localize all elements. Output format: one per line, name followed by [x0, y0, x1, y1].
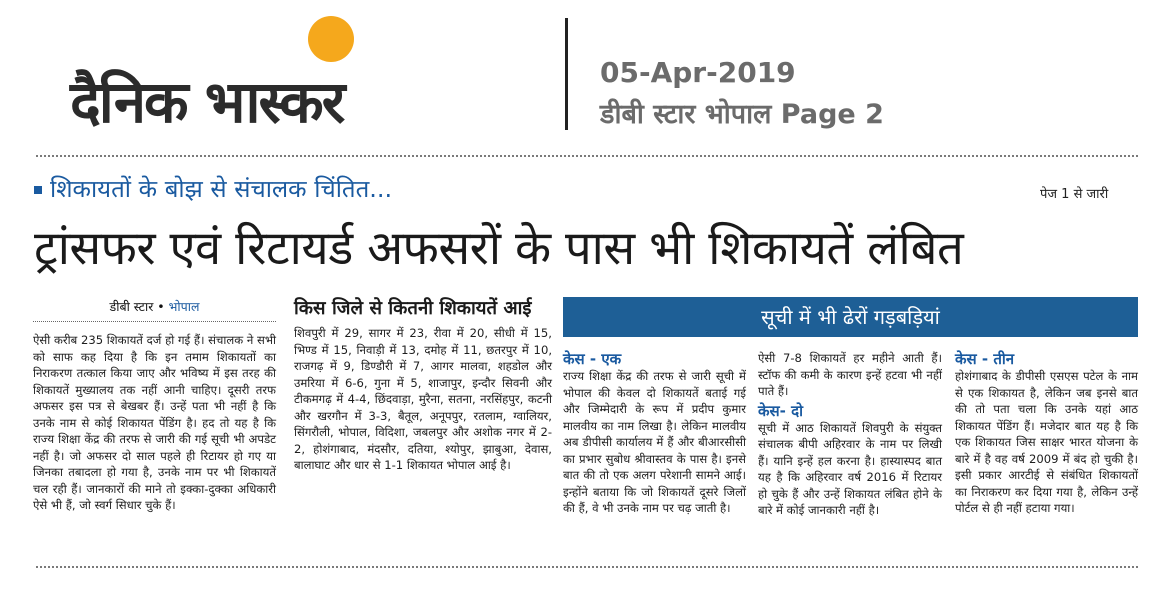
case-three-text: होशंगाबाद के डीपीसी एसएस पटेल के नाम से एक शिकायत है, लेकिन जब इनसे बात की तो पता चला कि उनके यहां आठ शिकायत पेंडिंग हैं। मजेदार बात यह है कि एक शिकायत जिस साक्षर भारत योजना के बारे में है वह वर्ष 2009 में बंद हो चुकी है। इसी प्रकार आरटीई से संबंधित शिकायतों का निराकरण कर दिया गया है, लेकिन उन्हें पोर्टल से ही नहीं हटाया गया।	[955, 369, 1138, 515]
continued-note: पेज 1 से जारी	[1040, 187, 1109, 202]
column-district-list	[294, 296, 552, 474]
bottom-dotted-divider	[36, 566, 1138, 568]
kicker-text: शिकायतों के बोझ से संचालक चिंतित...	[50, 175, 393, 203]
sun-emblem-icon	[308, 16, 354, 62]
case-three-title: केस - तीन	[955, 350, 1015, 368]
case-one-continued-text: ऐसी 7-8 शिकायतें हर महीने आती हैं। स्टॉफ की कमी के कारण इन्हें हटवा भी नहीं पाते हैं।	[758, 351, 942, 398]
district-body-text: शिवपुरी में 29, सागर में 23, रीवा में 20, सीधी में 15, भिण्ड में 15, निवाड़ी में 13, दमोह में 11, छतरपुर में 10, राजगढ़ में 9, डिण्डौरी में 7, आगर मालवा, शहडोल और उमरिया में 6-6, गुना में 5, शाजापुर, इन्दौर सिवनी और टीकमगढ़ में 4-4, छिंदवाड़ा, मुरैना, सतना, नरसिंहपुर, कटनी और खरगौन में 3-3, बैतूल, अनूपपुर, रतलाम, ग्वालियर, सिंगरौली, भोपाल, विदिशा, जबलपुर और अशोक नगर में 2-2, होशंगाबाद, मंदसौर, दतिया, श्योपुर, झाबुआ, देवास, बालाघाट और धार से 1-1 शिकायत भोपाल आई है।	[294, 326, 552, 472]
case-two-text: सूची में आठ शिकायतें शिवपुरी के संयुक्त संचालक बीपी अहिरवार के नाम पर लिखी हैं। यानि इन्हें हल करना है। हास्यास्पद बात यह है कि अहिरवार वर्ष 2016 में रिटायर हो चुके हैं और उन्हें शिकायत लंबित होने के बारे में कोई जानकारी नहीं है।	[758, 420, 942, 517]
publication-date: 05-Apr-2019	[600, 56, 796, 89]
byline-source: डीबी स्टार	[109, 299, 154, 314]
byline-location: भोपाल	[168, 299, 200, 314]
column-case-one	[563, 350, 746, 517]
main-body-text: ऐसी करीब 235 शिकायतें दर्ज हो गई हैं। संचालक ने सभी को साफ कह दिया है कि इन तमाम शिकायतों का निराकरण तत्काल किया जाए और भविष्य में इस तरह की शिकायतें मुख्यालय तक नहीं आनी चाहिए। दूसरी तरफ अफसर इस पत्र से बेखबर हैं। उन्हें पता भी नहीं है कि उनके नाम से कोई शिकायत पेंडिंग है। हद तो यह है कि राज्य शिक्षा केंद्र की तरफ से जारी की गई सूची भी अपडेट नहीं है। जो अफसर दो साल पहले ही रिटायर हो गए या जिनका तबादला हो गया है, उनके नाम पर भी शिकायतें चल रही हैं। जानकारों की माने तो इक्का-दुक्का अधिकारी ऐसे भी हैं, जो स्वर्ग सिधार चुके हैं।	[33, 333, 276, 512]
case-one-title: केस - एक	[563, 350, 622, 368]
column-main	[33, 298, 276, 514]
bullet-square-icon	[34, 186, 42, 194]
byline: डीबी स्टार • भोपाल	[33, 298, 276, 322]
masthead-divider	[565, 18, 568, 130]
case-two-title: केस- दो	[758, 401, 803, 420]
column-case-three	[955, 350, 1138, 517]
edition-page: डीबी स्टार भोपाल Page 2	[600, 99, 884, 130]
column-case-two	[758, 350, 942, 519]
district-heading: किस जिले से कितनी शिकायतें आई	[294, 298, 532, 319]
case-one-text: राज्य शिक्षा केंद्र की तरफ से जारी सूची में भोपाल की केवल दो शिकायतें बताई गई और जिम्मेदारी के रूप में प्रदीप कुमार मालवीय का नाम लिखा है। लेकिन मालवीय अब डीपीसी कार्यालय में हैं और बीआरसीसी का प्रभार सुबोध श्रीवास्तव के पास है। इनसे बात की तो एक अलग परेशानी सामने आई। इन्होंने बताया कि जो शिकायतें दूसरे जिलों की हैं, वे भी उनके नाम पर चढ़ जाती है।	[563, 369, 746, 515]
logo-text: दैनिक भास्कर	[70, 68, 344, 136]
top-dotted-divider	[36, 155, 1138, 157]
kicker-line	[34, 172, 392, 205]
headline: ट्रांसफर एवं रिटायर्ड अफसरों के पास भी शिकायतें लंबित	[34, 221, 964, 276]
newspaper-logo	[70, 8, 490, 138]
section-banner: सूची में भी ढेरों गड़बड़ियां	[563, 297, 1138, 337]
